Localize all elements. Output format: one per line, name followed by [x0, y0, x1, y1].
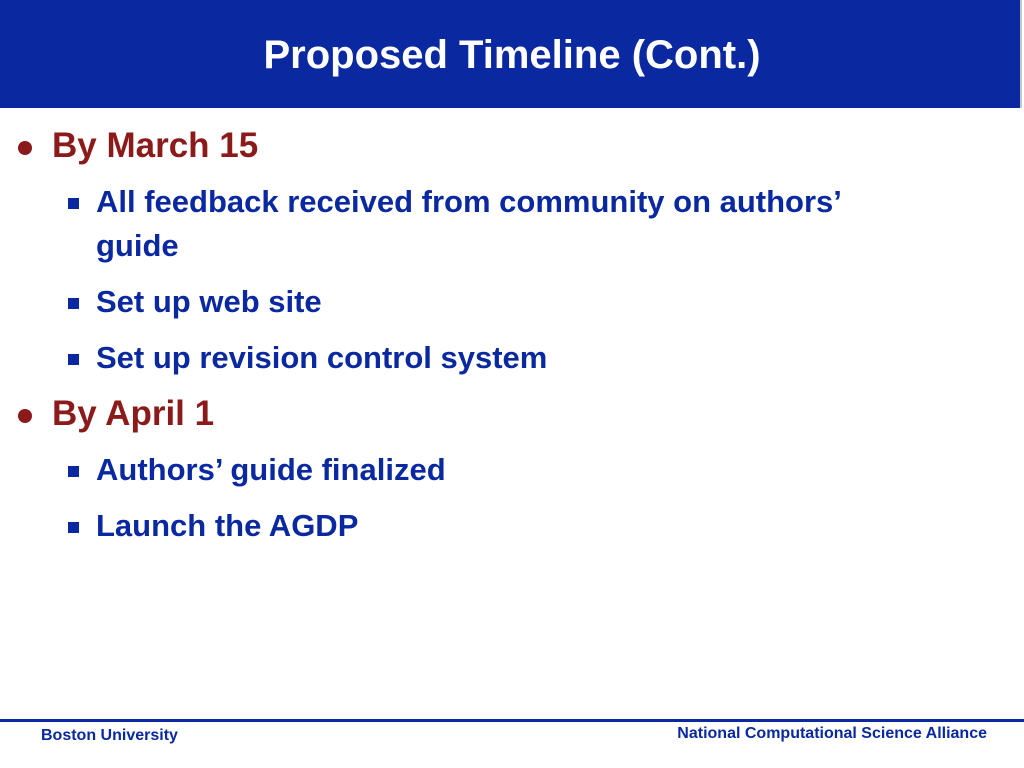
list-item: [0, 280, 896, 324]
section-heading-text: By April 1: [52, 394, 215, 433]
footer-right-text: National Computational Science Alliance: [677, 725, 987, 742]
footer-left-text: Boston University: [41, 727, 178, 744]
list-item-text: Set up revision control system: [96, 340, 548, 375]
square-bullet-icon: [68, 354, 79, 365]
list-item: [0, 448, 896, 492]
round-bullet-icon: [18, 409, 32, 423]
round-bullet-icon: [18, 141, 32, 155]
list-item: [0, 180, 896, 268]
footer-divider: [0, 719, 1024, 722]
title-bar: [0, 0, 1022, 108]
slide-title: Proposed Timeline (Cont.): [263, 33, 761, 77]
section-heading-march: [0, 124, 1024, 168]
list-item-text: Launch the AGDP: [96, 508, 359, 543]
square-bullet-icon: [68, 466, 79, 477]
slide-content: [0, 124, 1024, 548]
list-item-text: All feedback received from community on authors’ guide: [96, 184, 841, 263]
square-bullet-icon: [68, 298, 79, 309]
square-bullet-icon: [68, 522, 79, 533]
list-item: [0, 504, 896, 548]
list-item-text: Set up web site: [96, 284, 322, 319]
list-item-text: Authors’ guide finalized: [96, 452, 446, 487]
square-bullet-icon: [68, 198, 79, 209]
section-heading-text: By March 15: [52, 126, 259, 165]
list-item: [0, 336, 896, 380]
section-heading-april: [0, 392, 1024, 436]
